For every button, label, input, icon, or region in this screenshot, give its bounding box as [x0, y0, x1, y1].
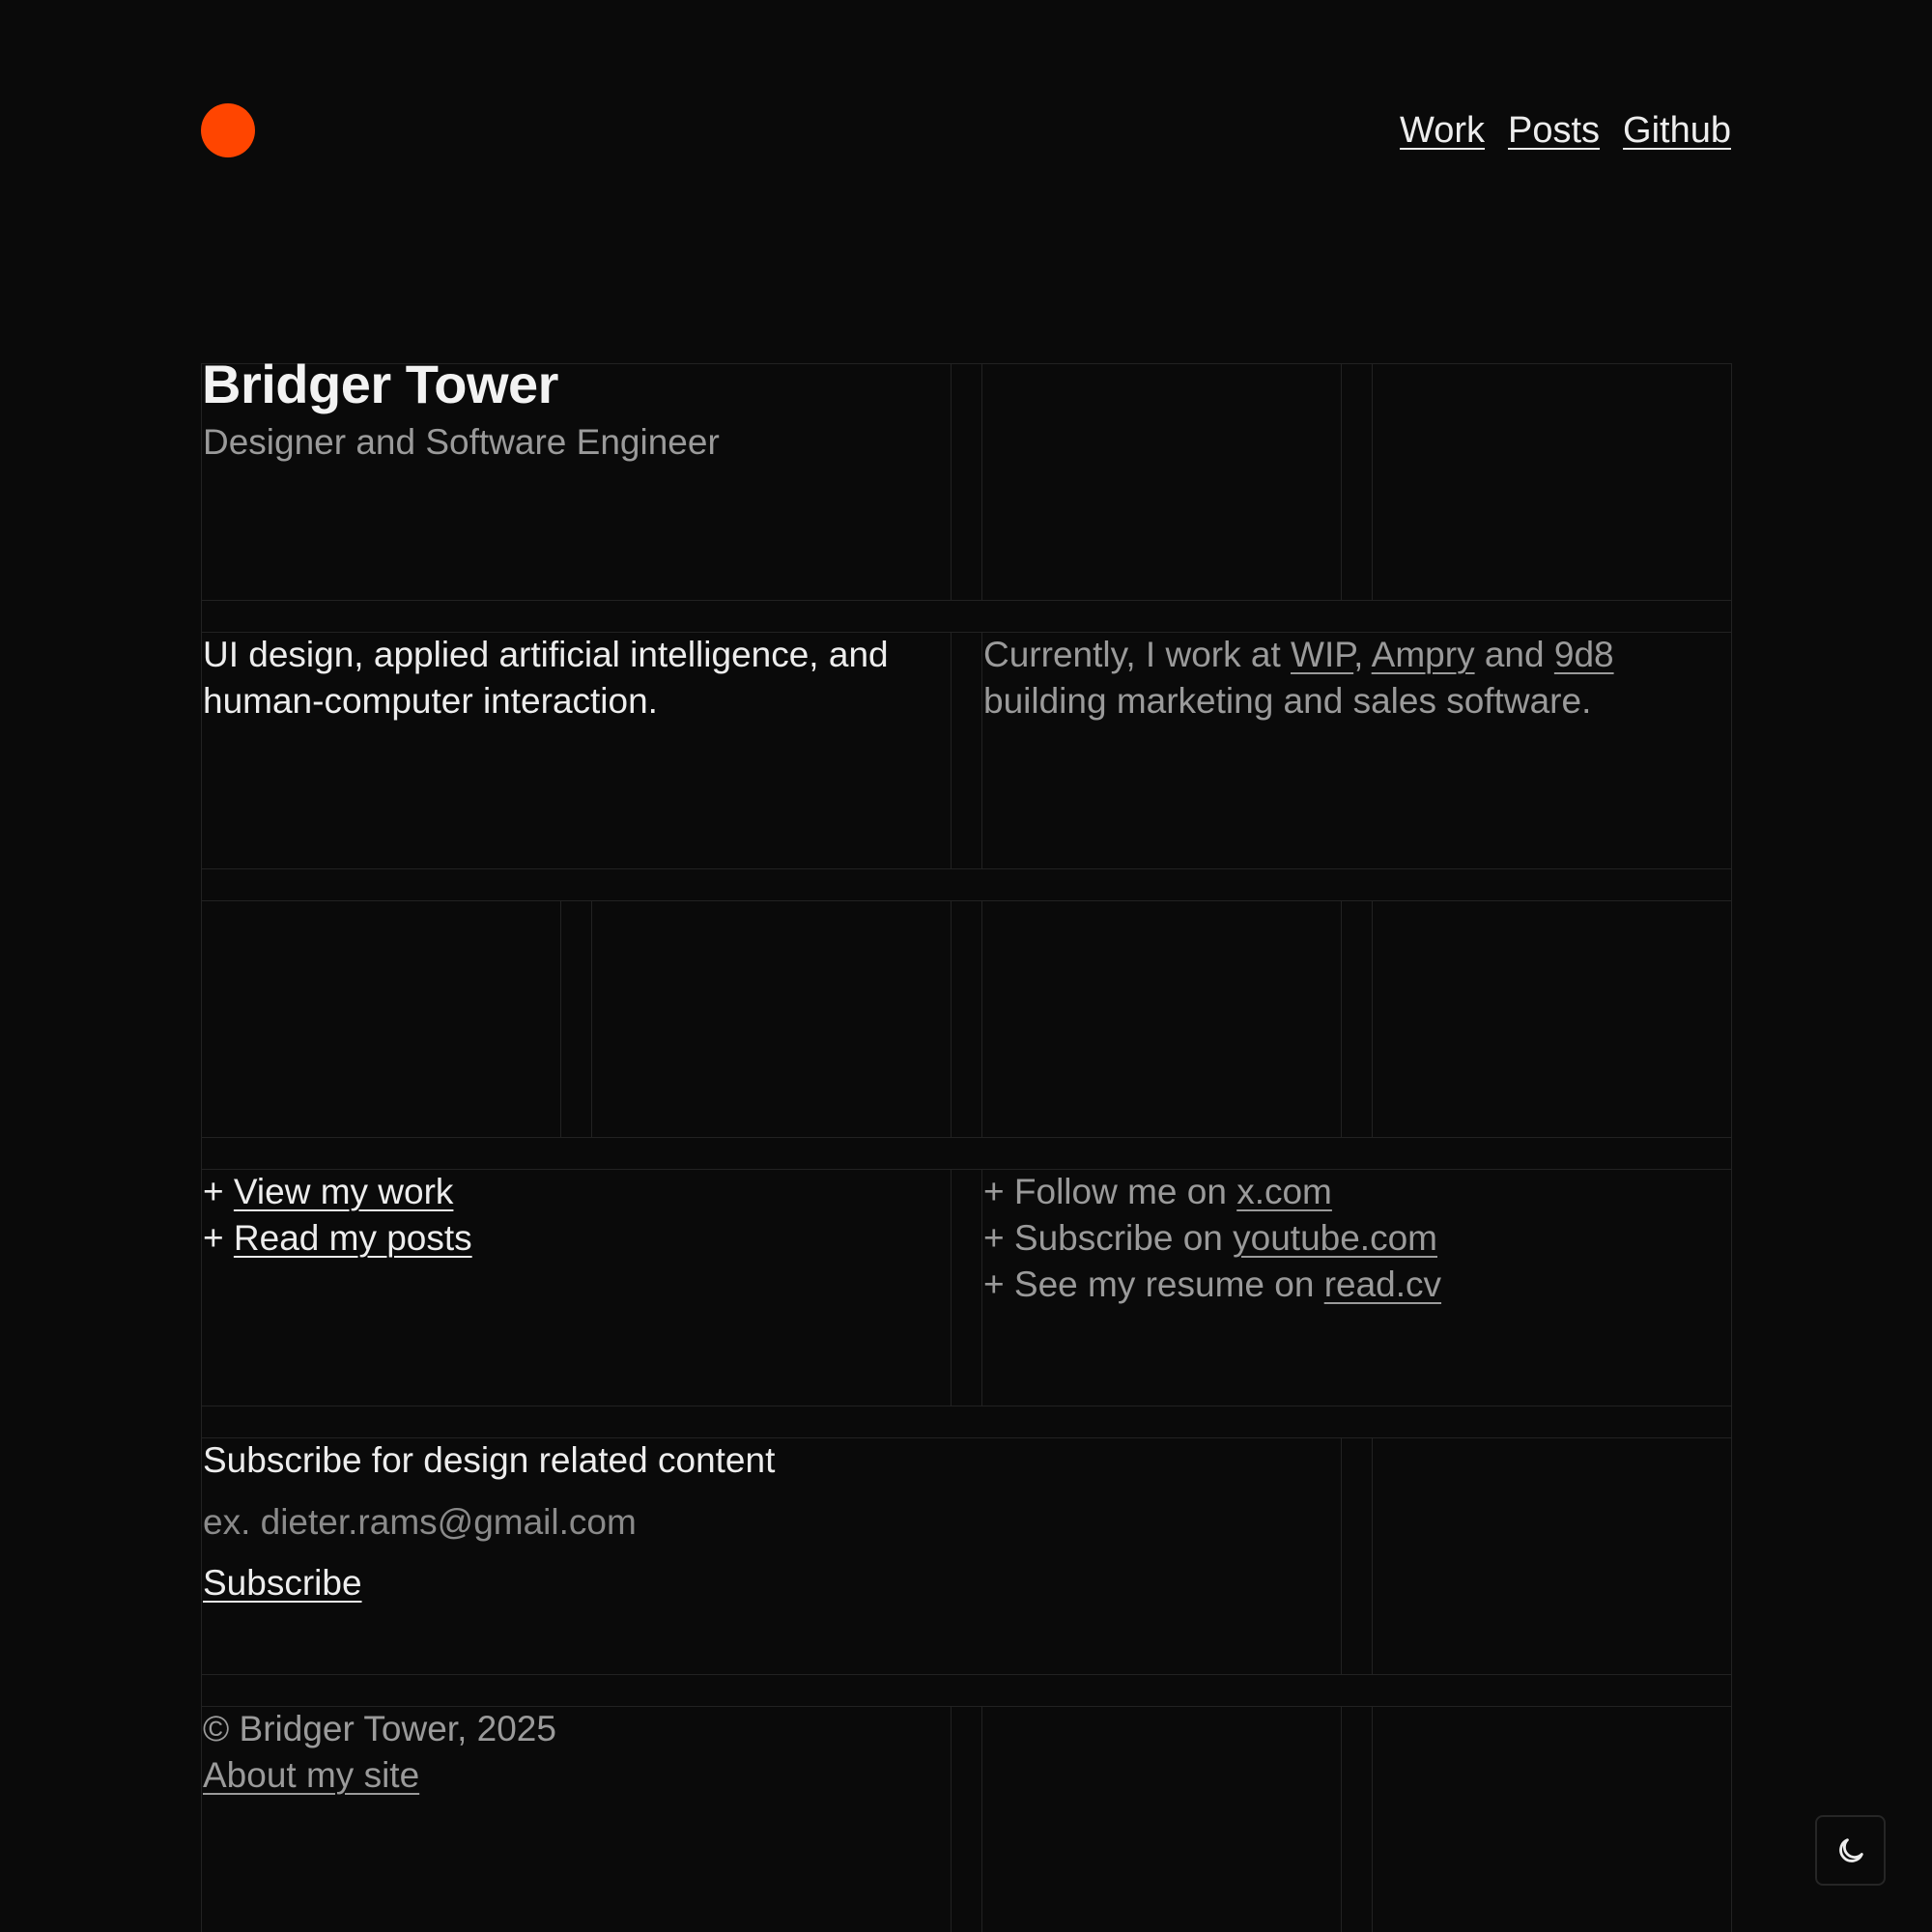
- grid-line-h: [201, 1137, 1731, 1138]
- copyright-text: © Bridger Tower, 2025: [203, 1709, 556, 1748]
- grid-line-v: [951, 632, 952, 868]
- list-bullet: +: [203, 1172, 234, 1211]
- list-bullet: +: [983, 1264, 1014, 1304]
- current-work-suffix: building marketing and sales software.: [983, 681, 1592, 721]
- current-work-text: [983, 632, 1718, 724]
- nav-link-work[interactable]: Work: [1400, 110, 1485, 151]
- grid-line-v: [951, 1706, 952, 1932]
- company-link-9d8[interactable]: 9d8: [1553, 635, 1614, 674]
- grid-line-h: [201, 1674, 1731, 1675]
- email-input[interactable]: [203, 1497, 976, 1548]
- page-title: Bridger Tower: [202, 354, 558, 414]
- grid-line-v: [201, 363, 202, 1932]
- list-item: [203, 1169, 472, 1215]
- read-posts-link[interactable]: Read my posts: [233, 1218, 472, 1258]
- newsletter-heading: Subscribe for design related content: [203, 1440, 776, 1480]
- grid-line-v: [560, 900, 561, 1137]
- grid-line-v: [1372, 363, 1373, 600]
- grid-line-v: [981, 1169, 982, 1406]
- top-nav: [1400, 106, 1731, 155]
- grid-line-h: [201, 868, 1731, 869]
- follow-text: Follow me on: [1013, 1172, 1237, 1211]
- social-links: [983, 1169, 1441, 1308]
- separator-and: and: [1474, 635, 1554, 674]
- grid-line-v: [1341, 900, 1342, 1137]
- view-work-link[interactable]: View my work: [233, 1172, 454, 1211]
- grid-line-v: [951, 363, 952, 600]
- grid-line-v: [1372, 1437, 1373, 1674]
- subscribe-button[interactable]: Subscribe: [203, 1560, 362, 1606]
- x-link[interactable]: x.com: [1236, 1172, 1332, 1211]
- site-links: [203, 1169, 472, 1262]
- nav-link-posts[interactable]: Posts: [1507, 110, 1601, 151]
- company-link-wip[interactable]: WIP: [1291, 635, 1354, 674]
- grid-line-v: [1341, 1706, 1342, 1932]
- grid-line-v: [1372, 1706, 1373, 1932]
- subscribe-text: Subscribe on: [1013, 1218, 1234, 1258]
- about-site-link[interactable]: About my site: [203, 1755, 420, 1795]
- list-bullet: +: [203, 1218, 234, 1258]
- footer: [203, 1706, 556, 1799]
- grid-line-h: [201, 900, 1731, 901]
- grid-line-v: [981, 900, 982, 1137]
- company-link-ampry[interactable]: Ampry: [1371, 635, 1475, 674]
- interests-text: UI design, applied artificial intelligence, and human-computer interaction.: [203, 635, 889, 721]
- page-subtitle: Designer and Software Engineer: [203, 422, 720, 462]
- grid-line-v: [1341, 1437, 1342, 1674]
- grid-line-v: [591, 900, 592, 1137]
- nav-link-github[interactable]: Github: [1623, 110, 1731, 151]
- grid-line-v: [951, 900, 952, 1137]
- list-bullet: +: [983, 1218, 1014, 1258]
- grid-line-v: [1372, 900, 1373, 1137]
- logo-dot[interactable]: [201, 103, 255, 157]
- current-work-prefix: Currently, I work at: [983, 635, 1292, 674]
- list-bullet: +: [983, 1172, 1014, 1211]
- youtube-link[interactable]: youtube.com: [1233, 1218, 1437, 1258]
- separator-comma: ,: [1353, 635, 1372, 674]
- grid-line-v: [981, 1706, 982, 1932]
- theme-toggle-button[interactable]: [1815, 1815, 1886, 1886]
- list-item: [203, 1215, 472, 1262]
- list-item: [983, 1169, 1441, 1215]
- grid-line-v: [981, 632, 982, 868]
- moon-icon: [1834, 1834, 1867, 1867]
- grid-line-v: [1731, 363, 1732, 1932]
- list-item: [983, 1215, 1441, 1262]
- grid-line-v: [1341, 363, 1342, 600]
- resume-text: See my resume on: [1013, 1264, 1324, 1304]
- grid-line-v: [951, 1169, 952, 1406]
- readcv-link[interactable]: read.cv: [1323, 1264, 1442, 1304]
- grid-line-h: [201, 600, 1731, 601]
- grid-line-v: [981, 363, 982, 600]
- list-item: [983, 1262, 1441, 1308]
